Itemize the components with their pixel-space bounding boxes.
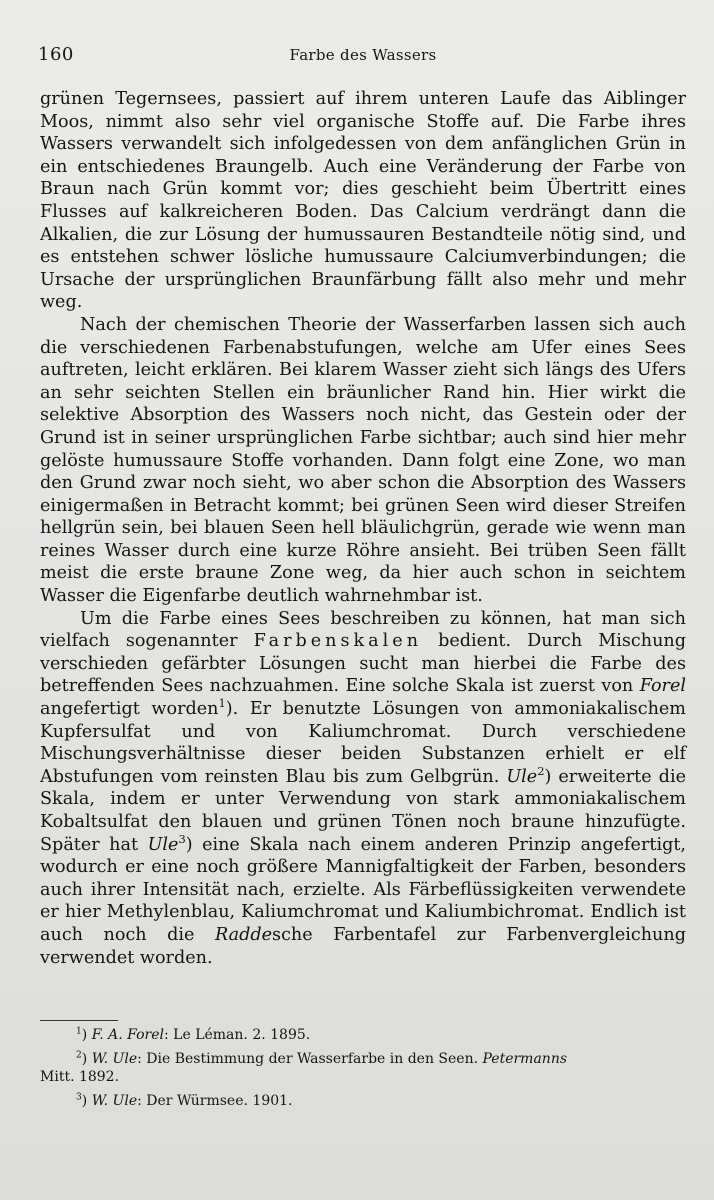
footnote-marker-2: 2 <box>76 1050 82 1061</box>
paragraph-3 <box>40 608 686 970</box>
footnote-marker-3: 3 <box>76 1092 82 1103</box>
p3-text-f: ) eine Skala nach einem anderen Prinzip angefertigt, wodurch er eine noch größere Mannigfaltigkeit der Farben, besonders auch ihrer Intensität nach, erzielte. Als Färbeflüssigkeiten verwendete er hier Methylenblau, Kaliumchromat und Kaliumbichromat. Endlich ist auch noch die <box>40 834 686 945</box>
footnote-ref-2: 2 <box>537 763 545 778</box>
page-number: 160 <box>38 44 74 65</box>
footnotes <box>40 1026 686 1116</box>
paragraph-1: grünen Tegernsees, passiert auf ihrem unteren Laufe das Aiblinger Moos, nimmt also sehr viel organische Stoffe auf. Die Farbe ihres Wassers verwandelt sich infolgedessen von dem anfänglichen Grün in ein entschiedenes Braungelb. Auch eine Veränderung der Farbe von Braun nach Grün kommt vor; dies geschieht beim Übertritt eines Flusses auf kalkreicheren Boden. Das Calcium verdrängt dann die Alkalien, die zur Lösung der humussauren Bestandteile nötig sind, und es entstehen schwer lösliche humussaure Calciumverbindungen; die Ursache der ursprünglichen Braunfärbung fällt also mehr und mehr weg. <box>40 89 686 313</box>
running-title: Farbe des Wassers <box>289 46 437 64</box>
footnote-1-author: F. A. Forel <box>91 1027 164 1043</box>
name-radde: Radde <box>214 924 273 945</box>
p3-text-b: bedient. Durch Mischung verschieden gefärbter Lösungen sucht man hierbei die Farbe des betreffenden Sees nachzuahmen. Eine solche Skala ist zuerst von <box>40 631 686 697</box>
p3-text-a: Um die Farbe eines Sees beschreiben zu können, hat man sich vielfach sogenannter <box>40 608 686 652</box>
p3-text-e: ) erweiterte die Skala, indem er unter Verwendung von stark ammoniakalischem Kobaltsulfat den blauen und grünen Tönen noch braune hinzufügte. Später hat <box>40 766 686 855</box>
p3-text-d: ). Er benutzte Lösungen von ammoniakalischem Kupfersulfat und von Kaliumchromat. Durch verschiedene Mischungsverhältnisse dieser beiden Substanzen erhielt er elf Abstufungen vom reinsten Blau bis zum Gelbgrün. <box>40 699 686 787</box>
body-text <box>40 88 686 969</box>
name-ule-2: Ule <box>147 834 179 855</box>
footnote-1-text: : Le Léman. 2. 1895. <box>164 1027 311 1043</box>
footnote-2-journal: Petermanns <box>482 1051 568 1067</box>
footnote-2: $^2$) W. Ule: Die Bestimmung der Wasserfarbe in den Seen. Petermanns Mitt. 1892. <box>40 1050 686 1086</box>
running-head <box>38 44 688 68</box>
footnote-ref-3: 3 <box>178 831 186 846</box>
footnote-2-text: : Die Bestimmung der Wasserfarbe in den Seen. <box>137 1051 483 1067</box>
footnote-ref-1: 1 <box>218 696 226 711</box>
name-forel: Forel <box>639 676 686 697</box>
name-ule-1: Ule <box>506 766 538 787</box>
footnote-3-author: W. Ule <box>91 1093 138 1109</box>
footnote-divider <box>40 1020 118 1021</box>
p3-text-g: sche Farbentafel zur Farbenvergleichung verwendet worden. <box>40 924 686 968</box>
footnote-marker-1: 1 <box>76 1026 82 1037</box>
paragraph-2: Nach der chemischen Theorie der Wasserfarben lassen sich auch die verschiedenen Farbenabstufungen, welche am Ufer eines Sees auftreten, leicht erklären. Bei klarem Wasser zieht sich längs des Ufers an sehr seichten Stellen ein bräunlicher Rand hin. Hier wirkt die selektive Absorption des Wassers noch nicht, das Gestein oder der Grund ist in seiner ursprünglichen Farbe sichtbar; auch sind hier mehr gelöste humussaure Stoffe vorhanden. Dann folgt eine Zone, wo man den Grund zwar noch sieht, wo aber schon die Absorption des Wassers einigermaßen in Betracht kommt; bei grünen Seen wird dieser Streifen hellgrün sein, bei blauen Seen hell bläulichgrün, gerade wie wenn man reines Wasser durch eine kurze Röhre ansieht. Bei trüben Seen fällt meist die erste braune Zone weg, da hier auch schon in seichtem Wasser die Eigenfarbe deutlich wahrnehmbar ist. <box>40 314 686 607</box>
p3-text-c: angefertigt worden <box>40 699 219 720</box>
footnote-2-author: W. Ule <box>91 1051 138 1067</box>
footnote-2-continuation: Mitt. 1892. <box>40 1069 120 1085</box>
footnote-3-text: : Der Würmsee. 1901. <box>137 1093 293 1109</box>
footnote-3: $^3$) W. Ule: Der Würmsee. 1901. <box>76 1092 293 1109</box>
spaced-term-farbenskalen: Farbenskalen <box>253 631 423 652</box>
footnote-1: $^1$) F. A. Forel: Le Léman. 2. 1895. <box>76 1026 311 1043</box>
